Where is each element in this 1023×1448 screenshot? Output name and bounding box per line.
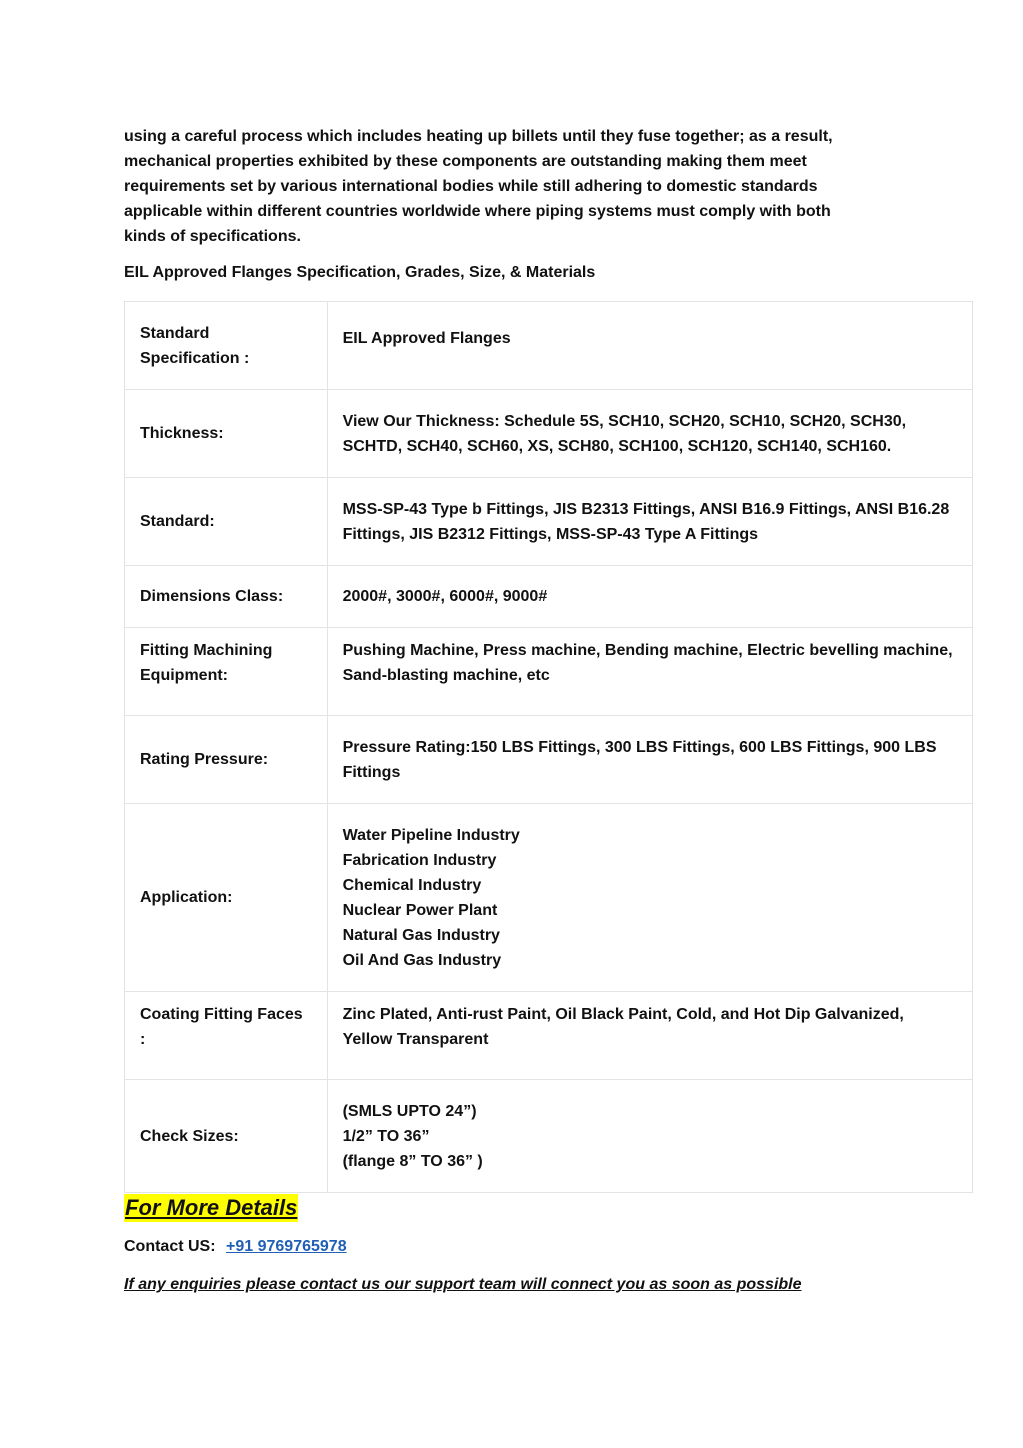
- document-page: [124, 124, 973, 1296]
- value-line: Pushing Machine, Press machine, Bending machine, Electric bevelling machine, Sand-blasting machine, etc: [342, 642, 953, 684]
- contact-label: Contact US:: [124, 1238, 216, 1255]
- row-value: [327, 1080, 972, 1193]
- table-row: [125, 716, 973, 804]
- row-value: [327, 716, 972, 804]
- intro-line: mechanical properties exhibited by these components are outstanding making them meet: [124, 153, 807, 170]
- row-value: [327, 992, 972, 1080]
- row-label: Standard Specification :: [125, 302, 328, 390]
- row-value: [327, 804, 972, 992]
- row-value: [327, 566, 972, 628]
- row-label: Rating Pressure:: [125, 716, 328, 804]
- value-line: EIL Approved Flanges: [342, 330, 511, 347]
- row-value: [327, 628, 972, 716]
- value-line: 1/2” TO 36”: [342, 1127, 430, 1145]
- value-line: Pressure Rating:150 LBS Fittings, 300 LBS Fittings, 600 LBS Fittings, 900 LBS Fittings: [342, 738, 937, 781]
- more-details-link[interactable]: For More Details: [125, 1195, 298, 1220]
- table-row: [125, 390, 973, 478]
- row-label: Check Sizes:: [125, 1080, 328, 1193]
- value-line: Nuclear Power Plant: [342, 901, 498, 919]
- intro-line: kinds of specifications.: [124, 228, 301, 245]
- section-heading: EIL Approved Flanges Specification, Grades, Size, & Materials: [124, 264, 596, 281]
- table-row: [125, 478, 973, 566]
- contact-line: [124, 1236, 973, 1258]
- row-value: [327, 478, 972, 566]
- value-line: (flange 8” TO 36” ): [342, 1152, 483, 1170]
- intro-line: using a careful process which includes heating up billets until they fuse together; as a result,: [124, 128, 833, 145]
- value-line: (SMLS UPTO 24”): [342, 1102, 477, 1120]
- value-line: Oil And Gas Industry: [342, 951, 502, 969]
- table-row: [125, 628, 973, 716]
- row-label: Thickness:: [125, 390, 328, 478]
- table-row: [125, 566, 973, 628]
- intro-paragraph: [124, 124, 884, 249]
- spec-table: [124, 301, 973, 1193]
- intro-line: requirements set by various international bodies while still adhering to domestic standards: [124, 178, 818, 195]
- value-line: 2000#, 3000#, 6000#, 9000#: [342, 588, 548, 605]
- row-value: [327, 390, 972, 478]
- table-row: [125, 992, 973, 1080]
- enquiry-note: If any enquiries please contact us our support team will connect you as soon as possible: [124, 1276, 802, 1293]
- row-label: Standard:: [125, 478, 328, 566]
- row-label: Dimensions Class:: [125, 566, 328, 628]
- phone-link[interactable]: +91 9769765978: [226, 1238, 347, 1255]
- row-label: Application:: [125, 804, 328, 992]
- value-line: Water Pipeline Industry: [342, 826, 520, 844]
- value-line: Zinc Plated, Anti-rust Paint, Oil Black Paint, Cold, and Hot Dip Galvanized, Yellow Transparent: [342, 1006, 904, 1048]
- row-label: Fitting Machining Equipment:: [125, 628, 328, 716]
- intro-line: applicable within different countries worldwide where piping systems must comply with both: [124, 203, 831, 220]
- table-row: [125, 804, 973, 992]
- value-line: View Our Thickness: Schedule 5S, SCH10, SCH20, SCH10, SCH20, SCH30, SCHTD, SCH40, SCH60, XS, SCH80, SCH100, SCH120, SCH140, SCH160.: [342, 412, 907, 455]
- value-line: Chemical Industry: [342, 876, 482, 894]
- table-row: [125, 302, 973, 390]
- value-line: Fabrication Industry: [342, 851, 497, 869]
- row-label: Coating Fitting Faces :: [125, 992, 328, 1080]
- value-line: MSS-SP-43 Type b Fittings, JIS B2313 Fittings, ANSI B16.9 Fittings, ANSI B16.28 Fittings, JIS B2312 Fittings, MSS-SP-43 Type A Fittings: [342, 500, 950, 543]
- row-value: [327, 302, 972, 390]
- value-line: Natural Gas Industry: [342, 926, 500, 944]
- table-row: [125, 1080, 973, 1193]
